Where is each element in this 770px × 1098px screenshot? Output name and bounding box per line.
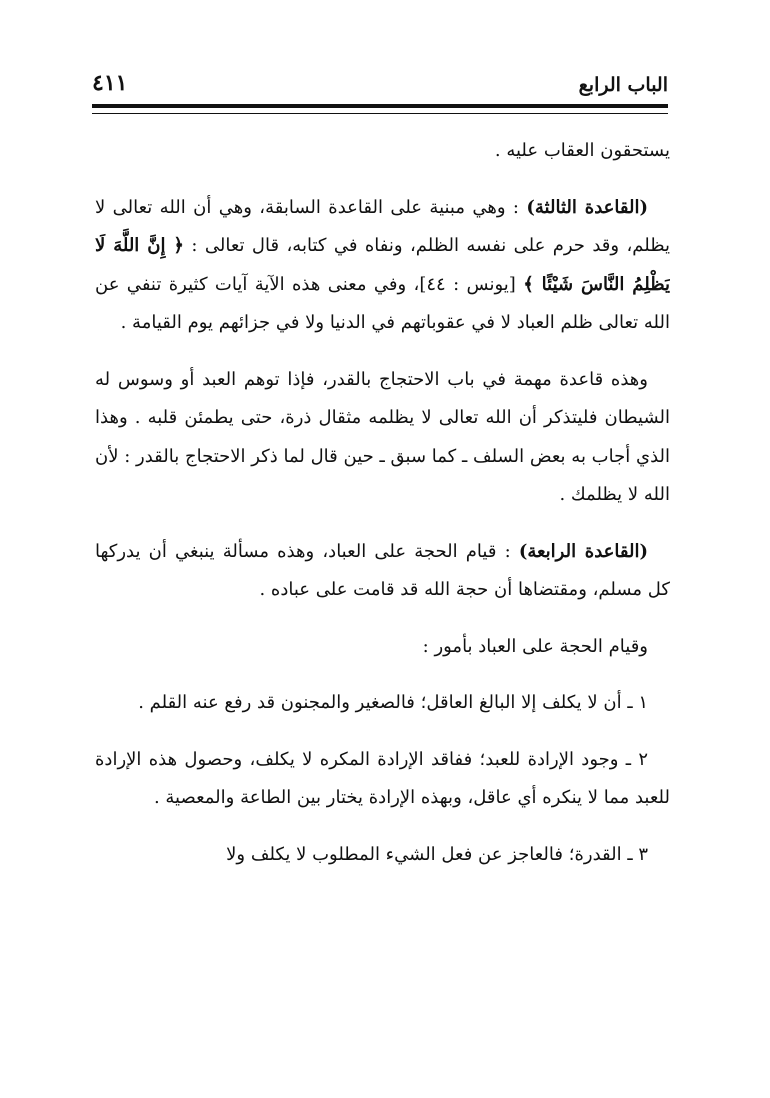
list-item-2: [95, 741, 670, 818]
paragraph-third-rule: [95, 189, 670, 343]
list-item-3: [95, 836, 670, 875]
paragraph-text: ٢ ـ وجود الإرادة للعبد؛ ففاقد الإرادة المكره لا يكلف، وحصول هذه الإرادة للعبد مما لا ينكره أي عاقل، وبهذه الإرادة يختار بين الطاعة والمعصية .: [95, 748, 670, 808]
paragraph-list-intro: [95, 628, 670, 667]
quran-verse: ﴿ إِنَّ اللَّهَ لَا يَظْلِمُ النَّاسَ شَيْئًا ﴾: [95, 235, 670, 295]
paragraph-text: : قيام الحجة على العباد، وهذه مسألة ينبغي أن يدركها كل مسلم، ومقتضاها أن حجة الله قد قامت على عباده .: [95, 540, 670, 600]
paragraph-qadar-argument: [95, 361, 670, 515]
chapter-title: الباب الرابع: [578, 74, 668, 96]
paragraph-continuation: [95, 132, 670, 171]
list-item-1: [95, 684, 670, 723]
paragraph-text: ٣ ـ القدرة؛ فالعاجز عن فعل الشيء المطلوب لا يكلف ولا: [226, 843, 648, 865]
header-rule-thin: [92, 113, 668, 114]
paragraph-text: وقيام الحجة على العباد بأمور :: [422, 635, 648, 657]
body-text: [95, 132, 670, 1072]
paragraph-text: وهذه قاعدة مهمة في باب الاحتجاج بالقدر، فإذا توهم العبد أو وسوس له الشيطان فليتذكر أن الله تعالى لا يظلمه مثقال ذرة، حتى يطمئن قلبه . وهذا الذي أجاب به بعض السلف ـ كما سبق ـ حين قال لما ذكر الاحتجاج بالقدر : لأن الله لا يظلمك .: [95, 368, 670, 505]
page-number: ٤١١: [92, 70, 128, 96]
rule-heading-third: (القاعدة الثالثة): [526, 196, 648, 218]
paragraph-text: : وهي مبنية على القاعدة السابقة، وهي أن الله تعالى لا يظلم، وقد حرم على نفسه الظلم، ونفاه في كتابه، قال تعالى :: [95, 196, 670, 256]
running-header: [92, 62, 668, 102]
paragraph-text: ١ ـ أن لا يكلف إلا البالغ العاقل؛ فالصغير والمجنون قد رفع عنه القلم .: [138, 692, 648, 713]
paragraph-fourth-rule: [95, 533, 670, 610]
header-rule-thick: [92, 104, 668, 108]
rule-heading-fourth: (القاعدة الرابعة): [518, 540, 648, 562]
paragraph-text: يستحقون العقاب عليه .: [494, 140, 670, 161]
paragraph-text: [يونس : ٤٤]، وفي معنى هذه الآية آيات كثيرة تنفي عن الله تعالى ظلم العباد لا في عقوباتهم في الدنيا ولا في جزائهم يوم القيامة .: [95, 273, 670, 333]
